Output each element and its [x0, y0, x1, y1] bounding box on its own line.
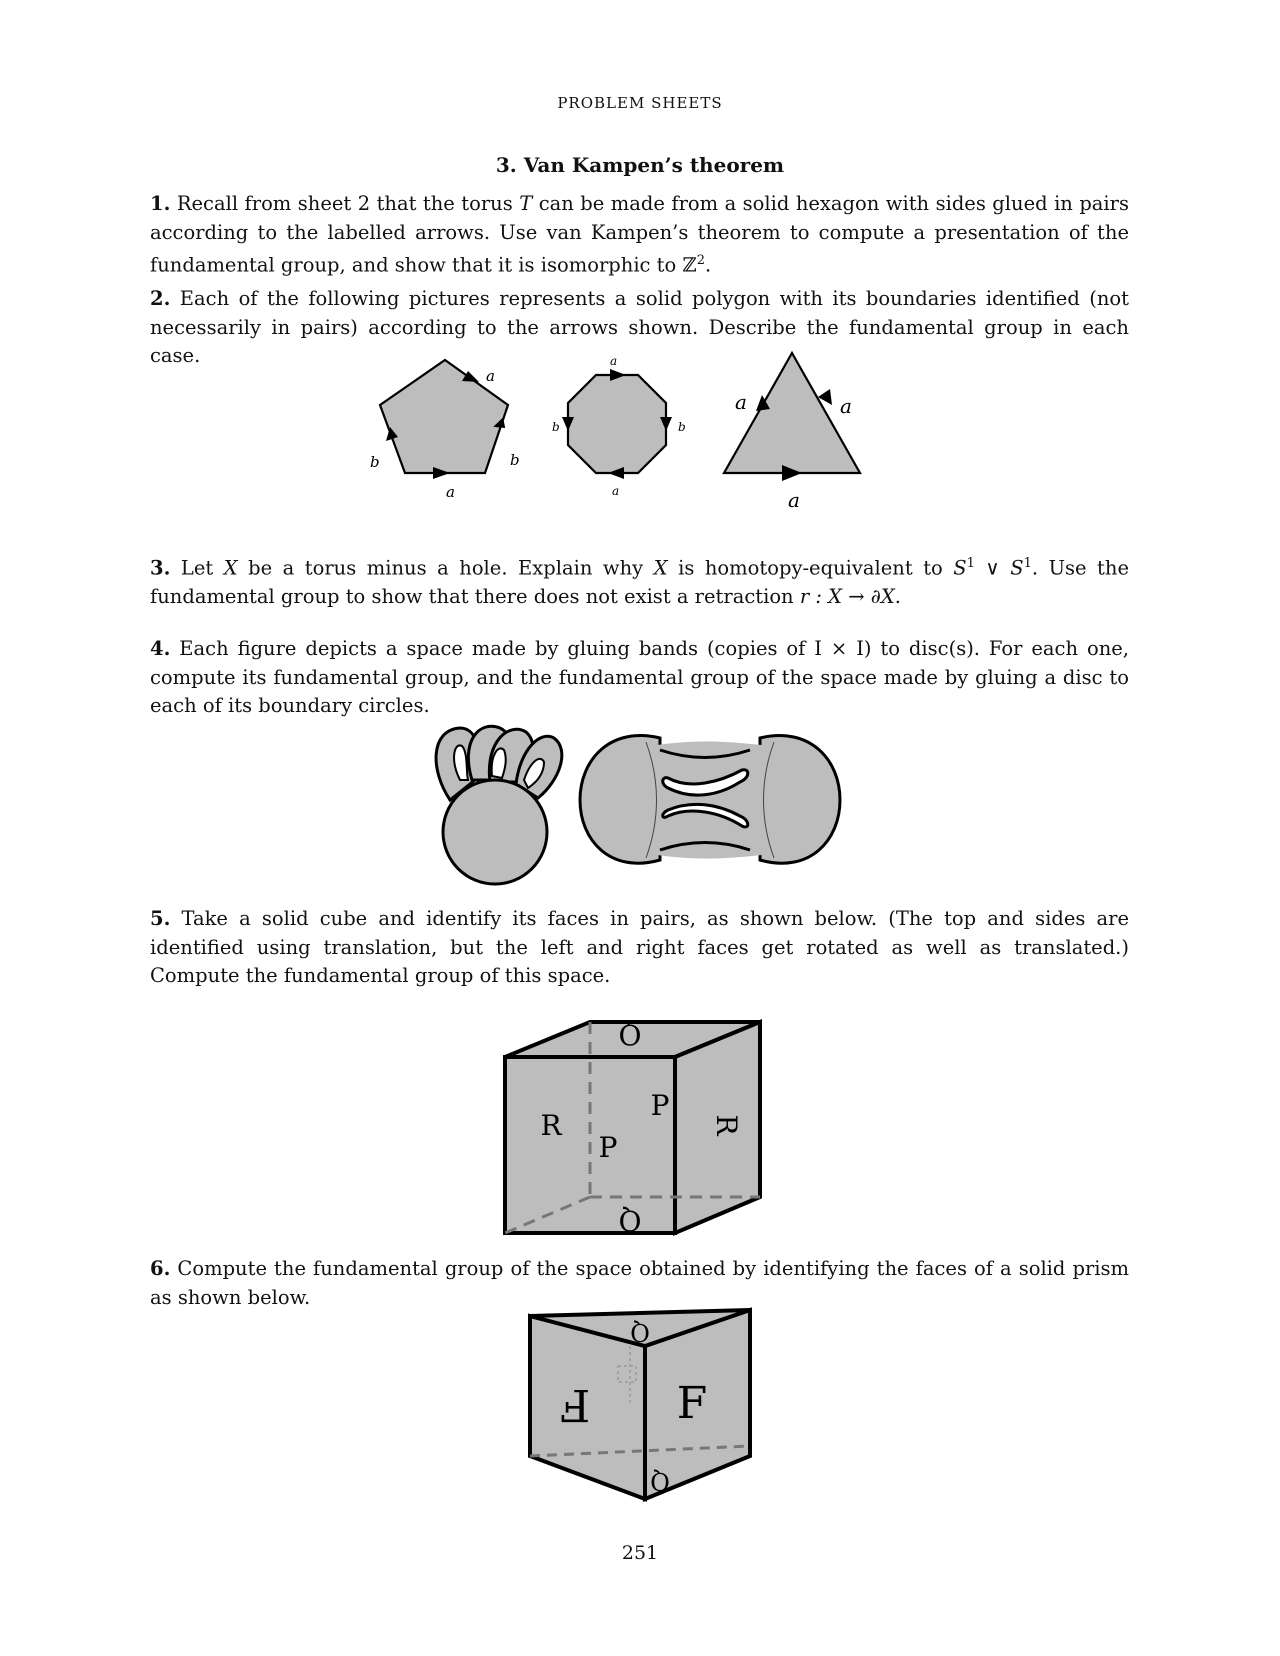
problem-6: 6. Compute the fundamental group of the space obtained by identifying the faces of a solid prism as shown below.	[150, 1257, 1129, 1309]
problem-1: 1. Recall from sheet 2 that the torus T can be made from a solid hexagon with sides glued in pairs according to the labelled arrows. Use van Kampen’s theorem to compute a presentation of the fundamental group, and show that it is isomorphic to ℤ$^2$.	[150, 192, 1130, 277]
svg-text:a: a	[610, 354, 618, 368]
problem-4: 4. Each figure depicts a space made by gluing bands (copies of I × I) to disc(s). For each one, compute its fundamental group, and the fundamental group of the space made by gluing a disc to each of its boundary circles.	[150, 637, 1129, 717]
problem-number: 3.	[150, 556, 171, 580]
running-head: PROBLEM SHEETS	[557, 94, 723, 112]
cube-label-left: R	[540, 1109, 562, 1142]
problem-number: 4.	[150, 637, 171, 660]
prism-label-right: F	[676, 1378, 708, 1429]
problem-5: 5. Take a solid cube and identify its faces in pairs, as shown below. (The top and sides are identified using translation, but the left and right faces get rotated as well as translated.) Compute the fundamental group of this space.	[150, 907, 1129, 987]
page-number: 251	[621, 1542, 659, 1564]
prism-label-bottom: Q	[650, 1467, 670, 1495]
problem-number: 2.	[150, 287, 171, 310]
svg-text:a: a	[446, 483, 455, 501]
svg-text:b: b	[678, 420, 686, 434]
disc-with-bands	[436, 726, 562, 884]
svg-text:a: a	[840, 394, 852, 418]
cube-figure	[495, 1015, 785, 1240]
svg-text:a: a	[735, 390, 747, 414]
two-discs-with-bands	[580, 736, 840, 864]
pentagon	[370, 360, 520, 501]
problem-3: 3. Let X be a torus minus a hole. Explain why X is homotopy-equivalent to $S^1$ ∨ $S^1$. Use the fundamental group to show that there does not exist a retraction r : X → ∂X.	[150, 556, 1129, 608]
cube-label-top: Q	[618, 1018, 642, 1051]
problem-number: 5.	[150, 907, 171, 930]
prism-figure	[520, 1306, 760, 1506]
svg-text:a: a	[612, 484, 620, 498]
svg-text:b: b	[370, 453, 380, 471]
svg-text:b: b	[510, 451, 520, 469]
prism-label-left: F	[559, 1379, 591, 1430]
svg-text:b: b	[552, 420, 560, 434]
cube-label-front: P	[650, 1089, 670, 1122]
problem-2: 2. Each of the following pictures represents a solid polygon with its boundaries identified (not necessarily in pairs) according to the arrows shown. Describe the fundamental group in each case.	[150, 287, 1130, 367]
bands-figure	[420, 720, 860, 895]
svg-text:a: a	[486, 367, 495, 385]
problem-number: 1.	[150, 192, 171, 215]
problem-number: 6.	[150, 1257, 171, 1280]
cube-label-bottom: Q	[618, 1204, 642, 1237]
polygons-figure	[360, 345, 920, 520]
triangle	[724, 353, 860, 512]
cube-label-right: R	[710, 1114, 743, 1136]
cube-label-back: P	[598, 1131, 618, 1164]
octagon	[552, 354, 686, 498]
svg-text:a: a	[788, 488, 800, 512]
prism-label-top: Q	[630, 1318, 650, 1346]
section-title: 3. Van Kampen’s theorem	[495, 153, 785, 177]
